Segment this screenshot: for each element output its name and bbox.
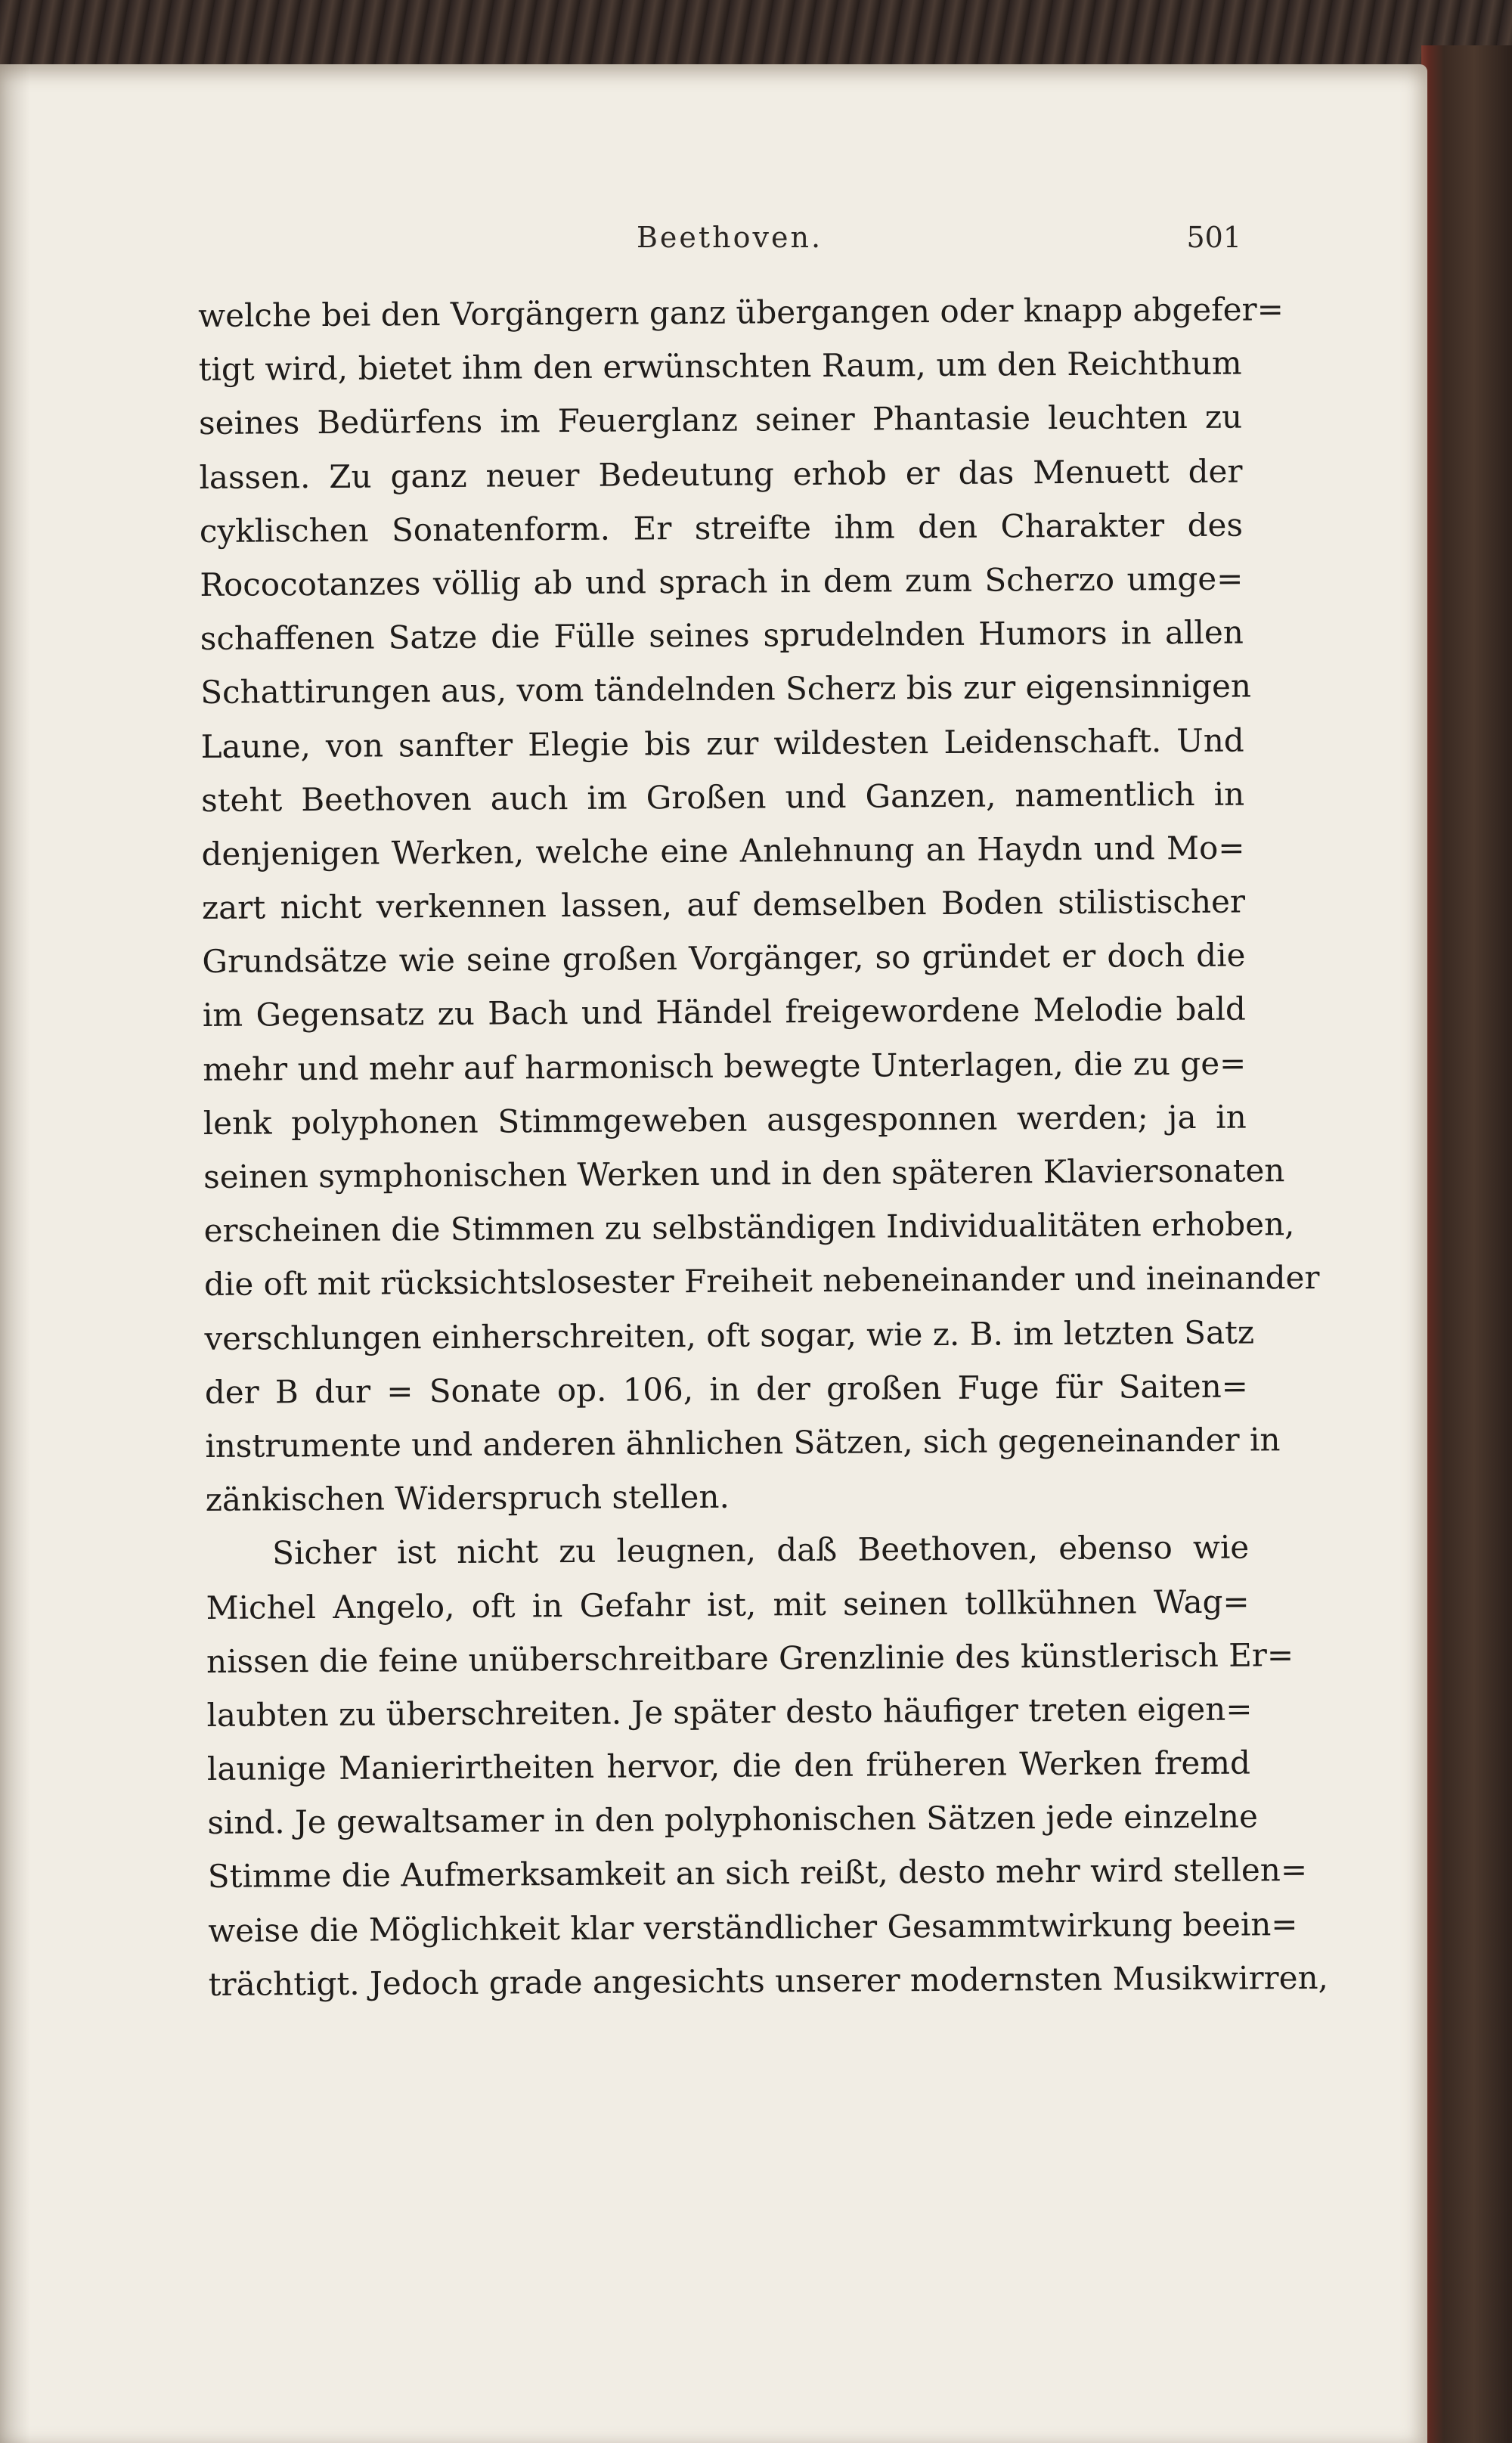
text-line: Stimme die Aufmerksamkeit an sich reißt, desto mehr wird stellen= (207, 1851, 1308, 1896)
text-line: launige Manierirtheiten hervor, die den früheren Werken fremd (206, 1744, 1251, 1788)
text-line: erscheinen die Stimmen zu selbständigen Individualitäten erhoben, (203, 1205, 1295, 1250)
text-line: instrumente und anderen ähnlichen Sätzen, sich gegeneinander in (205, 1421, 1281, 1465)
text-line: im Gegensatz zu Bach und Händel freigewordene Melodie bald (202, 990, 1246, 1034)
text-line: welche bei den Vorgängern ganz übergangen oder knapp abgefer= (198, 290, 1284, 334)
text-line: der B dur = Sonate op. 106, in der großen Fuge für Saiten= (204, 1367, 1249, 1411)
text-line: laubten zu überschreiten. Je später desto häufiger treten eigen= (206, 1690, 1253, 1734)
text-line: Grundsätze wie seine großen Vorgänger, so gründet er doch die (202, 936, 1246, 981)
text-line: mehr und mehr auf harmonisch bewegte Unterlagen, die zu ge= (203, 1044, 1247, 1088)
text-line: lenk polyphonen Stimmgeweben ausgesponnen werden; ja in (203, 1098, 1247, 1142)
body-text (198, 283, 1329, 2011)
text-line: Schattirungen aus, vom tändelnden Scherz bis zur eigensinnigen (200, 667, 1252, 712)
book-cover-edge (1421, 45, 1512, 2443)
page-number: 501 (1186, 221, 1241, 254)
running-head (198, 221, 1241, 266)
page-gutter-shadow (0, 64, 30, 2443)
book-spine-edge (0, 0, 1512, 72)
text-line: schaffenen Satze die Fülle seines sprudelnden Humors in allen (200, 613, 1244, 658)
text-line: weise die Möglichkeit klar verständlicher Gesammtwirkung beein= (208, 1905, 1298, 1949)
paragraph-end-line: zänkischen Widerspruch stellen. (205, 1477, 730, 1519)
text-line: verschlungen einherschreiten, oft sogar, wie z. B. im letzten Satz (204, 1313, 1255, 1357)
text-line: trächtigt. Jedoch grade angesichts unserer modernsten Musikwirren, (208, 1958, 1329, 2003)
text-line: sind. Je gewaltsamer in den polyphonischen Sätzen jede einzelne (207, 1797, 1259, 1842)
running-head-title: Beethoven. (637, 221, 823, 254)
text-line: nissen die feine unüberschreitbare Grenzlinie des künstlerisch Er= (206, 1635, 1294, 1680)
text-line: seines Bedürfens im Feuerglanz seiner Phantasie leuchten zu (198, 398, 1243, 442)
text-line: Michel Angelo, oft in Gefahr ist, mit seinen tollkühnen Wag= (206, 1583, 1250, 1626)
text-line: denjenigen Werken, welche eine Anlehnung an Haydn und Mo= (201, 829, 1245, 873)
text-line: zart nicht verkennen lassen, auf demselben Boden stilistischer (201, 882, 1246, 927)
text-line: tigt wird, bietet ihm den erwünschten Raum, um den Reichthum (198, 344, 1242, 389)
text-line: Rococotanzes völlig ab und sprach in dem zum Scherzo umge= (200, 560, 1244, 603)
text-line: cyklischen Sonatenform. Er streifte ihm den Charakter des (199, 506, 1244, 550)
text-line: die oft mit rücksichtslosester Freiheit nebeneinander und ineinander (203, 1259, 1320, 1304)
text-line: Laune, von sanfter Elegie bis zur wildesten Leidenschaft. Und (200, 721, 1244, 765)
text-line: steht Beethoven auch im Großen und Ganzen, namentlich in (200, 775, 1245, 819)
paragraph-start-line: Sicher ist nicht zu leugnen, daß Beethoven, ebenso wie (272, 1528, 1250, 1572)
text-line: seinen symphonischen Werken und in den späteren Klaviersonaten (203, 1152, 1285, 1195)
text-line: lassen. Zu ganz neuer Bedeutung erhob er das Menuett der (199, 452, 1243, 496)
